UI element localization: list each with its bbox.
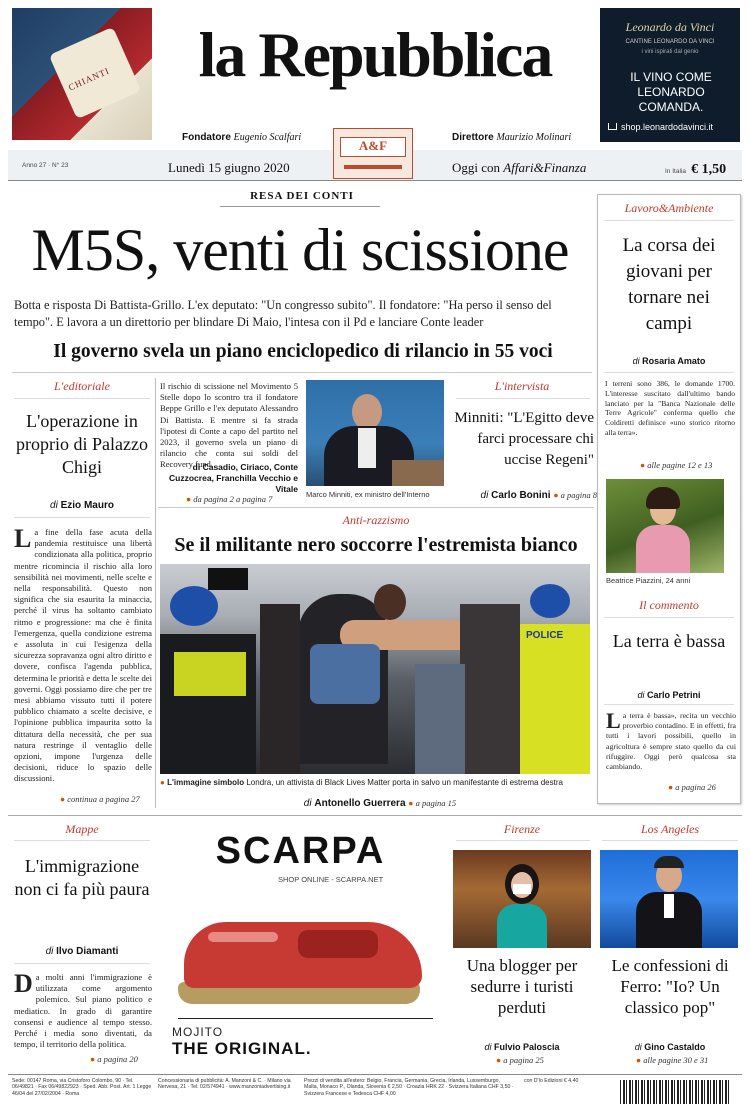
la-byline: di Gino Castaldo [634, 1042, 706, 1052]
director-name: Maurizio Molinari [496, 132, 572, 143]
sidebar-title[interactable]: La corsa dei giovani per tornare nei campi [622, 235, 716, 334]
masthead-title: la Repubblica [198, 19, 552, 90]
mappe-label: Mappe [65, 822, 99, 836]
ad-leonardo-slogan: IL VINO COME LEONARDO COMANDA. [630, 70, 712, 114]
scarpa-tagline: THE ORIGINAL. [172, 1039, 312, 1058]
lead-headline[interactable]: M5S, venti di scissione [31, 217, 569, 283]
ad-chianti-label: CHIANTI [66, 65, 112, 93]
issue-number: Anno 27 · N° 23 [22, 162, 69, 169]
blogger-photo [453, 850, 591, 948]
firenze-ref[interactable]: ● a pagina 25 [496, 1055, 544, 1065]
editorial-title[interactable]: L'operazione in proprio di Palazzo Chigi [16, 411, 148, 477]
founder-name: Eugenio Scalfari [233, 132, 302, 143]
la-title[interactable]: Le confessioni di Ferro: "Io? Un classico pop" [611, 956, 729, 1017]
ad-leonardo-url: shop.leonardodavinci.it [608, 122, 738, 132]
la-ref[interactable]: ● alle pagine 30 e 31 [636, 1055, 709, 1065]
firenze-byline: di Fulvio Paloscia [484, 1042, 560, 1052]
lead-kicker: RESA DEI CONTI [250, 190, 354, 202]
cart-icon [608, 123, 617, 130]
footer-col2: Concessionaria di pubblicità: A. Manzoni & C. · Milano via Nervesa, 21 · Tel. 02/574941 · www.manzoniadvertising.it [158, 1078, 291, 1091]
mappe-body: Da molti anni l'immigrazione è utilizzata come argomento polemico. Sul piano politico e mediatico. In grado di garantire consensi e audience al tempo stesso. Perché i media sono diventati, da tempo, il territorio della politica. [14, 969, 152, 1050]
triangle-icon: ● [60, 794, 66, 804]
minniti-photo [306, 380, 444, 486]
sidebar-label: Lavoro&Ambiente [624, 201, 714, 215]
scarpa-model: MOJITO [172, 1025, 224, 1039]
firenze-title[interactable]: Una blogger per sedurre i turisti perduti [466, 956, 578, 1017]
comment-ref[interactable]: ● a pagina 26 [668, 782, 716, 792]
interview-byline: di Carlo Bonini ● a pagina 8 [480, 490, 597, 501]
footer-col1: Sede: 00147 Roma, via Cristoforo Colombo, 90 · Tel. 06/49821 · Fax 06/49822923 · Sped. Abb. Post. Art. 1 Legge 46/04 del 27/02/2004 · Roma [12, 1078, 152, 1097]
protest-caption: ● L'immagine simbolo Londra, un attivista di Black Lives Matter porta in salvo un manifestante di estrema destra [160, 778, 563, 787]
m5s-ref[interactable]: ● da pagina 2 a pagina 7 [186, 494, 273, 504]
editorial-label: L'editoriale [54, 379, 110, 393]
sidebar-byline: di Rosaria Amato [632, 356, 706, 366]
dropcap: L [14, 527, 32, 553]
ad-leonardo-brand: Leonardo da Vinci [625, 20, 715, 34]
m5s-authors: di Casadio, Ciriaco, Conte Cuzzocrea, Franchilla Vecchio e Vitale [169, 462, 298, 494]
ad-chianti[interactable] [12, 8, 152, 140]
scarpa-brand: SCARPA [215, 830, 386, 872]
lead-summary: Botta e risposta Di Battista-Grillo. L'ex deputato: "Un congresso subito". Il fondatore: "Ha perso il senso del tempo". E lavora a un direttorio per blindare Di Maio, l'intesa con il Pd e lanciare Conte leader [14, 298, 552, 329]
beatrice-photo [606, 479, 724, 573]
footer-col4: con D'Io Edizioni € 4,40 [524, 1078, 579, 1084]
ad-scarpa[interactable]: SCARPA SHOP ONLINE - SCARPA.NET MOJITO THE ORIGINAL. [158, 822, 443, 1072]
editorial-ref[interactable]: ● continua a pagina 27 [60, 794, 140, 804]
af-badge[interactable]: A&F [333, 128, 413, 179]
ad-leonardo[interactable]: Leonardo da Vinci CANTINE LEONARDO DA VINCI i vini ispirati dal genio IL VINO COME LEONARDO COMANDA. shop.leonardodavinci.it [600, 8, 740, 142]
comment-label: Il commento [639, 598, 699, 612]
ferro-photo [600, 850, 738, 948]
director-line: Direttore Maurizio Molinari [452, 132, 572, 143]
antirazzismo-label: Anti-razzismo [342, 513, 410, 527]
price: In Italia € 1,50 [665, 162, 727, 177]
sidebar-ref[interactable]: ● alle pagine 12 e 13 [640, 460, 713, 470]
footer-col3: Prezzi di vendita all'estero: Belgio, Francia, Germania, Grecia, Irlanda, Lussemburgo, Malta, Monaco P., Olanda, Slovenia € 2,50 · Croazia HRK 22 · Svizzera Italiana CHF 3,50 · Svizzera Francese e Tedesca CHF 4,00 [304, 1078, 514, 1097]
mappe-ref[interactable]: ● a pagina 20 [90, 1054, 138, 1064]
supplement-line: Oggi con Affari&Finanza [452, 160, 587, 175]
police-badge: POLICE [526, 630, 564, 641]
comment-title[interactable]: La terra è bassa [612, 631, 726, 651]
shoe-illustration [178, 902, 428, 1012]
firenze-label: Firenze [503, 822, 541, 836]
founder-line: Fondatore Eugenio Scalfari [182, 132, 302, 143]
barcode [620, 1080, 730, 1104]
editorial-byline: di Ezio Mauro [50, 500, 114, 511]
comment-body: La terra è bassa», recita un vecchio proverbio contadino. E in effetti, fra tutti i lavori possibili, quello in agricoltura è sempre stato quello da cui rifuggire. Oggi però qualcosa sta cambiando. [606, 708, 736, 772]
interview-title[interactable]: Minniti: "L'Egitto deve farci processare chi uccise Regeni" [454, 410, 594, 468]
lead-subhead[interactable]: Il governo svela un piano enciclopedico di rilancio in 55 voci [53, 341, 553, 362]
m5s-body: Il rischio di scissione nel Movimento 5 Stelle dopo lo scontro tra il fondatore Beppe Grillo e l'ex deputato Alessandro Di Battista. E mentre si fa strada l'ipotesi di Conte a capo del partito nel 2023, il governo svela un piano di rilancio che conta sui soldi del Recovery fund. [160, 381, 298, 470]
issue-date: Lunedì 15 giugno 2020 [168, 160, 290, 175]
antirazzismo-headline[interactable]: Se il militante nero soccorre l'estremista bianco [174, 534, 578, 556]
beatrice-caption: Beatrice Piazzini, 24 anni [606, 576, 691, 585]
editorial-body: La fine della fase acuta della pandemia restituisce una libertà condizionata alla politica, proprio mentre ricomincia il rischio alla loro sensibilità nei movimenti, nelle scelte e nella responsabilità. Questo non significa che sia esaurita la minaccia, perché il virus ha soltanto cambiato ritmo e progressione: ma che è finita l'emergenza, quella condizione estrema e assoluta in cui l'esigenza della sicurezza sopravanza ogni altro diritto e dovere, confisca l'agenda pubblica, determina le priorità e detta le scelte dei governi. Oggi possiamo dire che per tre mesi abbiamo vissuto tutti il potere pubblico chiamato a scelte decisive, e l'opinione pubblica impaurita sotto la dittatura della necessità, che per sua natura restringe il ventaglio delle opzioni, impone l'urgenza delle decisioni, riduce lo spazio delle discussioni. [14, 527, 152, 784]
mappe-byline: di Ilvo Diamanti [45, 946, 119, 957]
mappe-title[interactable]: L'immigrazione non ci fa più paura [14, 856, 150, 899]
comment-byline: di Carlo Petrini [637, 690, 701, 700]
interview-label: L'intervista [494, 379, 550, 393]
protest-photo[interactable] [160, 564, 590, 774]
protest-byline: di Antonello Guerrera ● a pagina 15 [303, 798, 457, 809]
sidebar-body: I terreni sono 386, le domande 1700. L'interesse suscitato dall'ultimo bando lanciato per la "Banca Nazionale delle Terre Agricole" conferma quello che Coldiretti definisce «uno storico ritorno alla terra». [605, 379, 735, 437]
la-label: Los Angeles [640, 822, 700, 836]
minniti-caption: Marco Minniti, ex ministro dell'Interno [306, 490, 430, 499]
